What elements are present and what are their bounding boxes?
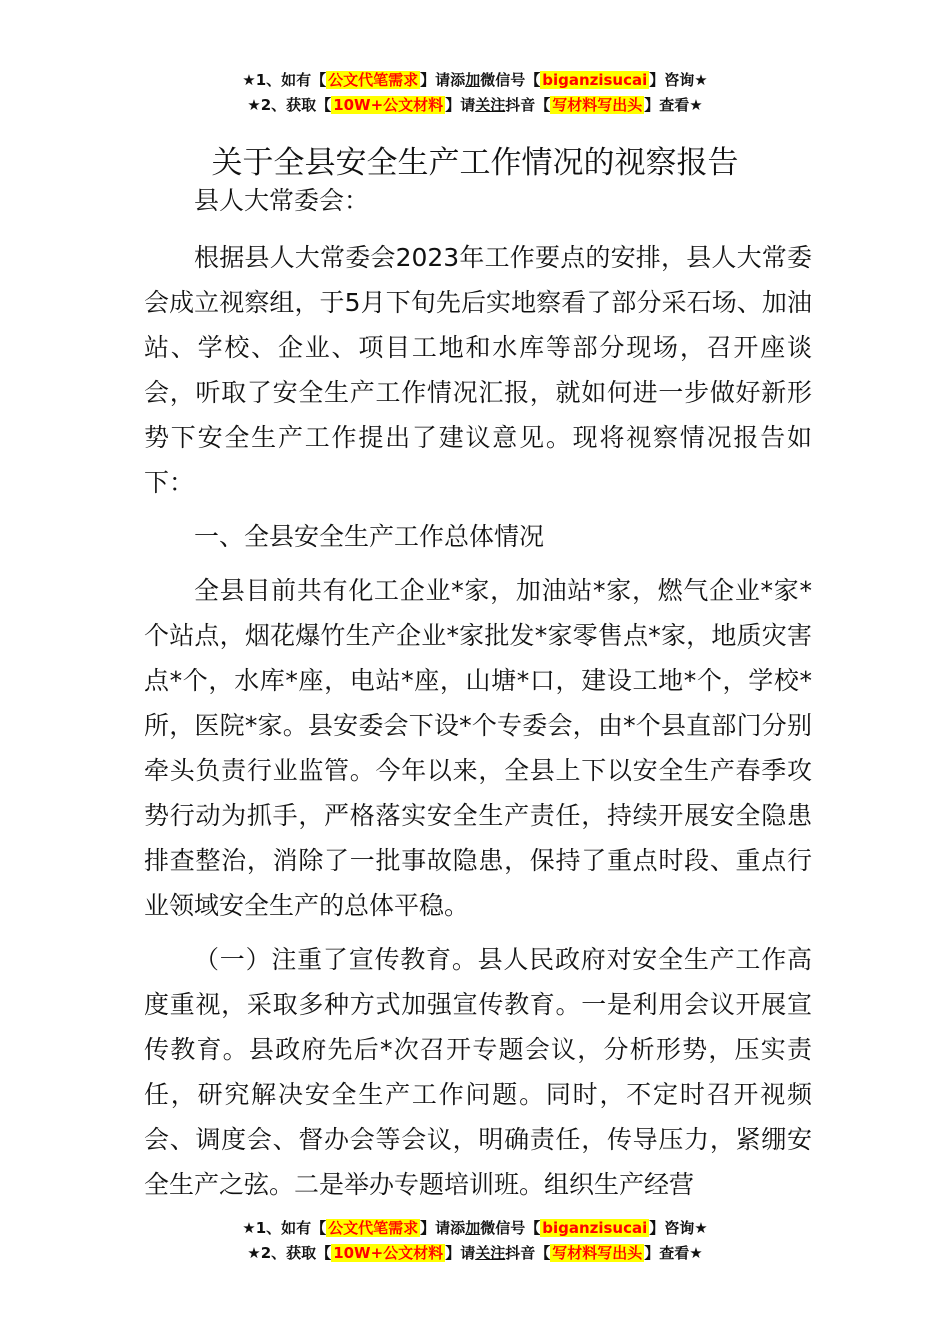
paragraph-overview: 全县目前共有化工企业*家，加油站*家，燃气企业*家*个站点，烟花爆竹生产企业*家批发*家零售点*家，地质灾害点*个，水库*座，电站*座，山塘*口，建设工地*个，学校*所，医院*家。县安委会下设*个专委会，由*个县直部门分别牵头负责行业监管。今年以来，全县上下以安全生产春季攻势行动为抓手，严格落实安全生产责任，持续开展安全隐患排查整治，消除了一批事故隐患，保持了重点时段、重点行业领域安全生产的总体平稳。 [144, 576, 812, 920]
promo-banner-top [0, 68, 950, 118]
promo-text: 】咨询★ [649, 71, 708, 89]
promo-line-2 [0, 93, 950, 118]
promo-text: ★2、获取【 [247, 1244, 332, 1262]
promo-text: 】请添 [420, 71, 466, 89]
promo-text: 】查看★ [644, 96, 703, 114]
promo-text: 】请添 [420, 1219, 466, 1237]
promo-line-2 [0, 1241, 950, 1266]
promo-highlight-wechat-id: biganzisucai [542, 71, 648, 89]
promo-highlight: 公文代笔需求 [328, 71, 419, 89]
promo-highlight-wechat-id: biganzisucai [542, 1219, 648, 1237]
promo-underline: 加 [465, 1219, 481, 1237]
promo-highlight: 10W+公文材料 [333, 96, 444, 114]
promo-text: 微信号【 [480, 1219, 541, 1237]
promo-text: ★1、如有【 [242, 71, 327, 89]
promo-highlight: 10W+公文材料 [333, 1244, 444, 1262]
promo-underline: 关注 [475, 1244, 506, 1262]
promo-text: 抖音【 [505, 96, 551, 114]
promo-text: ★1、如有【 [242, 1219, 327, 1237]
promo-text: ★2、获取【 [247, 96, 332, 114]
promo-underline: 加 [465, 71, 481, 89]
section-heading-1: 一、全县安全生产工作总体情况 [194, 522, 545, 551]
document-title: 关于全县安全生产工作情况的视察报告 [211, 144, 739, 181]
promo-text: 微信号【 [480, 71, 541, 89]
salutation: 县人大常委会： [194, 186, 370, 215]
promo-line-1 [0, 1216, 950, 1241]
promo-highlight-douyin-id: 写材料写出头 [552, 1244, 643, 1262]
document-body [144, 178, 812, 1216]
promo-line-1 [0, 68, 950, 93]
promo-text: 】请 [445, 1244, 476, 1262]
paragraph-subsection-1: （一）注重了宣传教育。县人民政府对安全生产工作高度重视，采取多种方式加强宣传教育。一是利用会议开展宣传教育。县政府先后*次召开专题会议，分析形势，压实责任，研究解决安全生产工作问题。同时，不定时召开视频会、调度会、督办会等会议，明确责任，传导压力，紧绷安全生产之弦。二是举办专题培训班。组织生产经营 [144, 945, 812, 1199]
promo-highlight-douyin-id: 写材料写出头 [552, 96, 643, 114]
promo-highlight: 公文代笔需求 [328, 1219, 419, 1237]
promo-text: 】请 [445, 96, 476, 114]
promo-underline: 关注 [475, 96, 506, 114]
promo-banner-bottom [0, 1216, 950, 1266]
promo-text: 】查看★ [644, 1244, 703, 1262]
promo-text: 抖音【 [505, 1244, 551, 1262]
paragraph-intro: 根据县人大常委会2023年工作要点的安排，县人大常委会成立视察组，于5月下旬先后实地察看了部分采石场、加油站、学校、企业、项目工地和水库等部分现场，召开座谈会，听取了安全生产工作情况汇报，就如何进一步做好新形势下安全生产工作提出了建议意见。现将视察情况报告如下： [144, 243, 812, 497]
promo-text: 】咨询★ [649, 1219, 708, 1237]
